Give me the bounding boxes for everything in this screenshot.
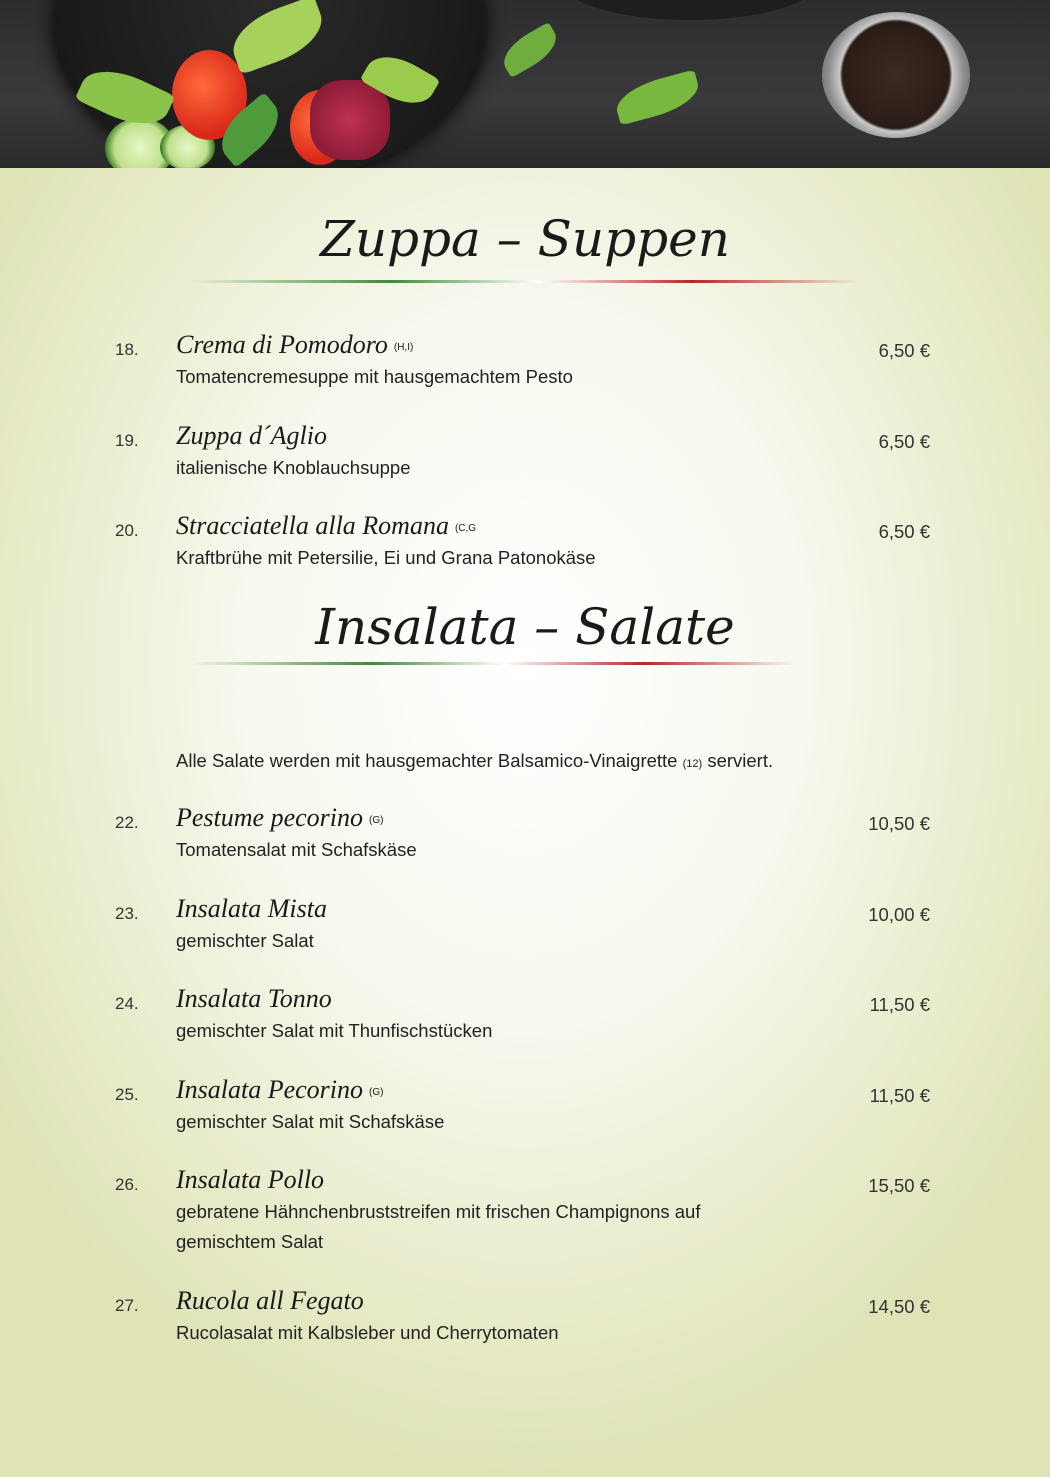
- header-food-photo: [0, 0, 1050, 168]
- menu-item-title: Stracciatella alla Romana: [176, 511, 449, 540]
- menu-item-title: Pestume pecorino: [176, 803, 364, 832]
- radicchio-leaf: [310, 80, 390, 160]
- salad-note-allergen: (12): [682, 758, 703, 770]
- menu-item-name: [176, 894, 327, 924]
- menu-item-description: gemischter Salat: [176, 930, 314, 951]
- menu-item-description: Tomatencremesuppe mit hausgemachtem Pesto: [176, 366, 573, 387]
- menu-item-name: [176, 803, 383, 833]
- soup-section-title: Zuppa – Suppen: [320, 210, 730, 268]
- menu-item-price: 6,50 €: [878, 340, 930, 361]
- menu-item-name: [176, 511, 476, 541]
- menu-item-number: 23.: [115, 904, 139, 923]
- menu-item-description: Rucolasalat mit Kalbsleber und Cherrytomaten: [176, 1322, 559, 1343]
- salad-dressing-note: [176, 750, 773, 772]
- menu-item-title: Insalata Tonno: [176, 984, 332, 1013]
- allergen-code: (C,G: [454, 522, 477, 534]
- menu-item-description: gemischter Salat mit Schafskäse: [176, 1111, 445, 1132]
- menu-item-number: 24.: [115, 994, 139, 1013]
- allergen-code: (G): [369, 814, 384, 826]
- menu-item-number: 22.: [115, 813, 139, 832]
- menu-item-name: [176, 1286, 364, 1316]
- menu-item-number: 25.: [115, 1085, 139, 1104]
- soup-title-divider: [190, 280, 860, 283]
- menu-item-price: 6,50 €: [878, 521, 930, 542]
- menu-item-price: 14,50 €: [868, 1296, 930, 1317]
- menu-item-name: [176, 1165, 324, 1195]
- menu-item-price: 11,50 €: [869, 994, 930, 1015]
- menu-item-name: [176, 1075, 383, 1105]
- menu-item-title: Insalata Pollo: [176, 1165, 325, 1194]
- menu-item-number: 20.: [115, 521, 139, 540]
- salad-note-text: Alle Salate werden mit hausgemachter Balsamico-Vinaigrette: [176, 750, 678, 771]
- menu-item-price: 10,50 €: [868, 813, 930, 834]
- menu-item-price: 15,50 €: [868, 1175, 930, 1196]
- salad-section-title: Insalata – Salate: [315, 598, 735, 656]
- salad-note-text-end: serviert.: [707, 750, 774, 771]
- menu-item-title: Crema di Pomodoro: [176, 330, 388, 359]
- allergen-code: (H,I): [393, 341, 414, 353]
- menu-item-price: 10,00 €: [868, 904, 930, 925]
- menu-item-description: gebratene Hähnchenbruststreifen mit frischen Champignons auf gemischtem Salat: [176, 1201, 701, 1252]
- second-plate-image: [560, 0, 820, 20]
- menu-item-number: 18.: [115, 340, 139, 359]
- menu-item-description: Tomatensalat mit Schafskäse: [176, 839, 417, 860]
- menu-item-title: Zuppa d´Aglio: [176, 421, 327, 450]
- menu-item-number: 26.: [115, 1175, 139, 1194]
- pepper-jar-image: [822, 12, 970, 138]
- lettuce-leaf: [612, 70, 703, 126]
- menu-item-number: 19.: [115, 431, 139, 450]
- menu-item-price: 11,50 €: [869, 1085, 930, 1106]
- menu-item-description: Kraftbrühe mit Petersilie, Ei und Grana Patonokäse: [176, 547, 596, 568]
- lettuce-leaf: [497, 22, 564, 78]
- menu-item-description: italienische Knoblauchsuppe: [176, 457, 411, 478]
- menu-item-name: [176, 421, 327, 451]
- menu-item-name: [176, 330, 413, 360]
- menu-item-number: 27.: [115, 1296, 139, 1315]
- menu-item-description: gemischter Salat mit Thunfischstücken: [176, 1020, 493, 1041]
- menu-item-title: Insalata Pecorino: [176, 1075, 364, 1104]
- salad-title-divider: [190, 662, 795, 665]
- menu-item-title: Insalata Mista: [176, 894, 327, 923]
- menu-item-name: [176, 984, 332, 1014]
- menu-item-price: 6,50 €: [878, 431, 930, 452]
- allergen-code: (G): [369, 1086, 384, 1098]
- menu-item-title: Rucola all Fegato: [176, 1286, 364, 1315]
